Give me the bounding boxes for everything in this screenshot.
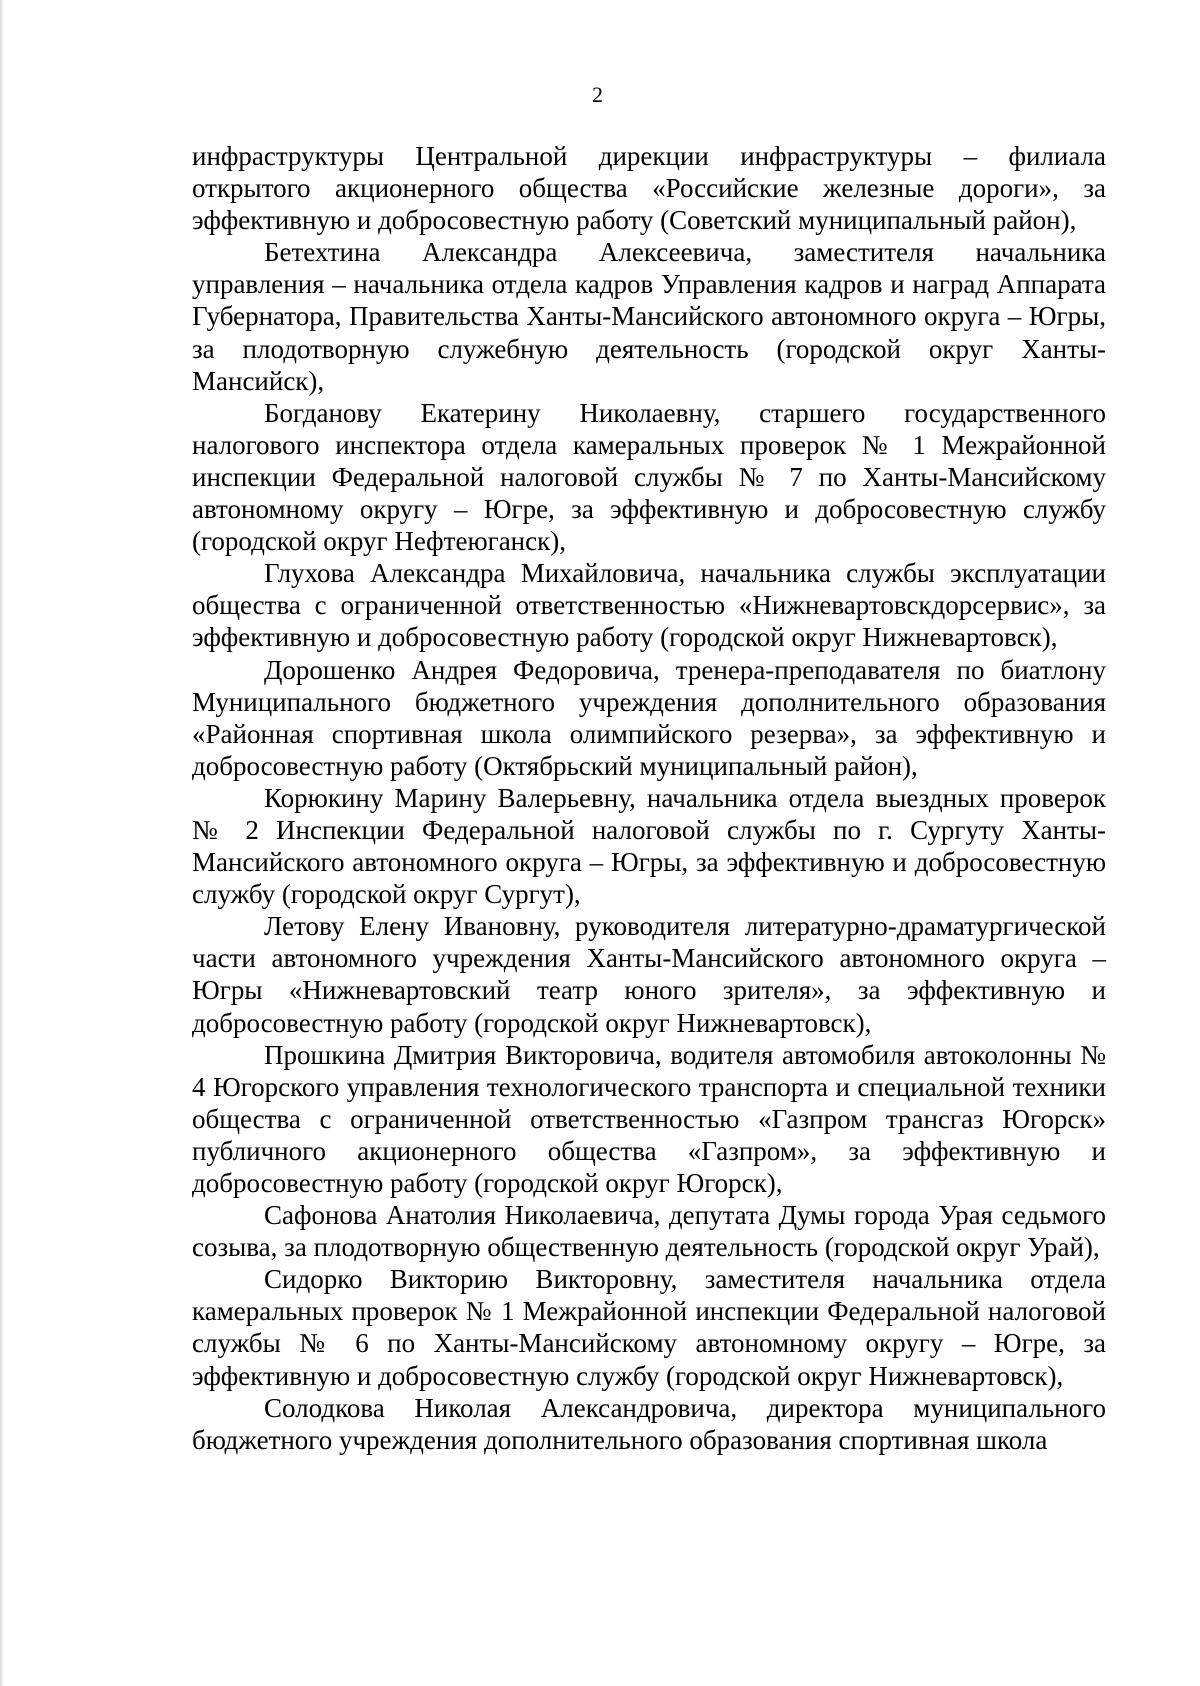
paragraph-sidorko: Сидорко Викторию Викторовну, заместителя начальника отдела камеральных проверок № 1 Межрайонной инспекции Федеральной налоговой службы № 6 по Ханты-Мансийскому автономному округу – Югре, за эффективную и добросовестную службу (городской округ Нижневартовск), bbox=[192, 1264, 1106, 1391]
paragraph-koryukina: Корюкину Марину Валерьевну, начальника отдела выездных проверок № 2 Инспекции Федеральной налоговой службы по г. Сургуту Ханты-Мансийского автономного округа – Югры, за эффективную и добросовестную службу (городской округ Сургут), bbox=[192, 782, 1106, 910]
paragraph-betekhtin: Бетехтина Александра Алексеевича, заместителя начальника управления – начальника отдела кадров Управления кадров и наград Аппарата Губернатора, Правительства Ханты-Мансийского автономного округа – Югры, за плодотворную служебную деятельность (городской округ Ханты-Мансийск), bbox=[192, 237, 1106, 396]
paragraph-solodkov: Солодкова Николая Александровича, директора муниципального бюджетного учреждения дополнительного образования спортивная школа bbox=[192, 1392, 1106, 1455]
paragraph-bogdanova: Богданову Екатерину Николаевну, старшего государственного налогового инспектора отдела камеральных проверок № 1 Межрайонной инспекции Федеральной налоговой службы № 7 по Ханты-Мансийскому автономному округу – Югре, за эффективную и добросовестную службу (городской округ Нефтеюганск), bbox=[192, 397, 1106, 557]
paragraph-proshkin: Прошкина Дмитрия Викторовича, водителя автомобиля автоколонны № 4 Югорского управления технологического транспорта и специальной техники общества с ограниченной ответственностью «Газпром трансгаз Югорск» публичного акционерного общества «Газпром», за эффективную и добросовестную работу (городской округ Югорск), bbox=[192, 1039, 1106, 1198]
paragraph-glukhov: Глухова Александра Михайловича, начальника службы эксплуатации общества с ограниченной ответственностью «Нижневартовскдорсервис», за эффективную и добросовестную работу (городской округ Нижневартовск), bbox=[192, 558, 1106, 653]
paragraph-safonov: Сафонова Анатолия Николаевича, депутата Думы города Урая седьмого созыва, за плодотворную общественную деятельность (городской округ Урай), bbox=[192, 1200, 1106, 1263]
page-number: 2 bbox=[592, 82, 603, 107]
scan-edge-shadow bbox=[0, 0, 4, 1686]
document-body bbox=[192, 140, 1106, 1456]
paragraph-letova: Летову Елену Ивановну, руководителя литературно-драматургической части автономного учреждения Ханты-Мансийского автономного округа – Югры «Нижневартовский театр юного зрителя», за эффективную и добросовестную работу (городской округ Нижневартовск), bbox=[192, 911, 1106, 1038]
paragraph-continuation: инфраструктуры Центральной дирекции инфраструктуры – филиала открытого акционерного общества «Российские железные дороги», за эффективную и добросовестную работу (Советский муниципальный район), bbox=[192, 141, 1106, 236]
paragraph-doroshenko: Дорошенко Андрея Федоровича, тренера-преподавателя по биатлону Муниципального бюджетного учреждения дополнительного образования «Районная спортивная школа олимпийского резерва», за эффективную и добросовестную работу (Октябрьский муниципальный район), bbox=[192, 654, 1106, 781]
